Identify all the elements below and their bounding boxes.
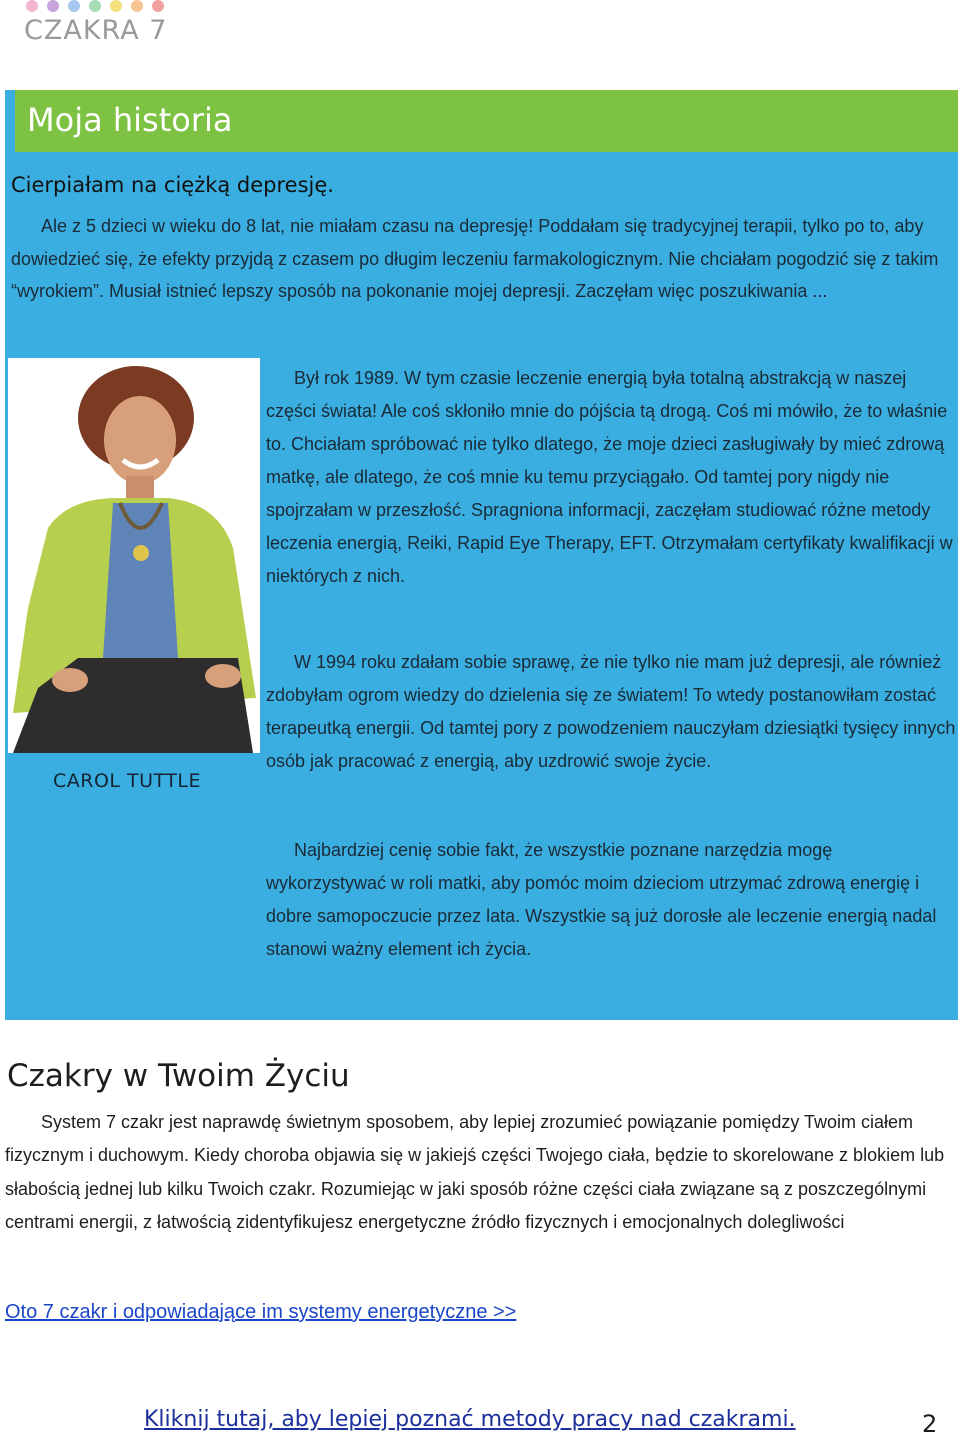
chakra-methods-link[interactable]: Kliknij tutaj, aby lepiej poznać metody pracy nad czakrami. (144, 1407, 796, 1432)
page-number: 2 (922, 1410, 938, 1438)
logo-dot (152, 0, 164, 12)
story-paragraph: W 1994 roku zdałam sobie sprawę, że nie tylko nie mam już depresji, ale również zdobyłam ogrom wiedzy do dzielenia się ze światem! To wtedy postanowiłam zostać terapeutką energii. Od tamtej pory z powodzeniem nauczyłam dziesiątki tysięcy innych osób jak pracować z energią, aby uzdrowić swoje życie. (266, 652, 956, 771)
logo-dot (47, 0, 59, 12)
site-logo (24, 0, 167, 48)
photo-caption: CAROL TUTTLE (53, 770, 202, 792)
story-paragraph: Był rok 1989. W tym czasie leczenie energią była totalną abstrakcją w naszej części świata! Ale coś skłoniło mnie do pójścia tą drogą. Coś mi mówiło, że to właśnie to. Chciałam spróbować nie tylko dlatego, że moje dzieci zasługiwały by mieć zdrową matkę, ale dlatego, że coś mnie ku temu przyciągało. Od tamtej pory nigdy nie spojrzałam w przeszłość. Spragniona informacji, zaczęłam studiować różne metody leczenia energią, Reiki, Rapid Eye Therapy, EFT. Otrzymałam certyfikaty kwalifikacji w niektórych z nich. (266, 368, 953, 586)
story-subheading: Cierpiałam na ciężką depresję. (11, 173, 334, 197)
logo-dot (89, 0, 101, 12)
logo-dot (131, 0, 143, 12)
author-photo (8, 358, 260, 753)
logo-dot (26, 0, 38, 12)
chakras-section-title: Czakry w Twoim Życiu (7, 1058, 350, 1094)
logo-dot (110, 0, 122, 12)
chakra-systems-link[interactable]: Oto 7 czakr i odpowiadające im systemy energetyczne >> (5, 1301, 517, 1323)
section-banner (15, 90, 958, 152)
banner-title: Moja historia (27, 101, 233, 139)
story-paragraph: Najbardziej cenię sobie fakt, że wszystkie poznane narzędzia mogę wykorzystywać w roli matki, aby pomóc moim dzieciom utrzymać zdrową energię i dobre samopoczucie przez lata. Wszystkie są już dorosłe ale leczenie energią nadal stanowi ważny element ich życia. (266, 840, 937, 959)
author-photo-illustration (8, 358, 260, 753)
logo-dot (68, 0, 80, 12)
logo-text: CZAKRA 7 (24, 15, 168, 46)
story-panel (5, 90, 958, 1020)
chakras-section-body: System 7 czakr jest naprawdę świetnym sposobem, aby lepiej zrozumieć powiązanie pomiędzy Twoim ciałem fizycznym i duchowym. Kiedy choroba objawia się w jakiejś części Twojego ciała, będzie to skorelowane z blokiem lub słabością jednej lub kilku Twoich czakr. Rozumiejąc w jaki sposób różne części ciała związane są z poszczególnymi centrami energii, z łatwością zidentyfikujesz energetyczne źródło fizycznych i emocjonalnych dolegliwości (5, 1112, 945, 1232)
logo-dots (26, 0, 167, 12)
story-intro: Ale z 5 dzieci w wieku do 8 lat, nie miałam czasu na depresję! Poddałam się tradycyjnej terapii, tylko po to, aby dowiedzieć się, że efekty przyjdą z czasem po długim leczeniu farmakologicznym. Nie chciałam pogodzić się z takim “wyrokiem”. Musiał istnieć lepszy sposób na pokonanie mojej depresji. Zaczęłam więc poszukiwania ... (11, 216, 939, 302)
